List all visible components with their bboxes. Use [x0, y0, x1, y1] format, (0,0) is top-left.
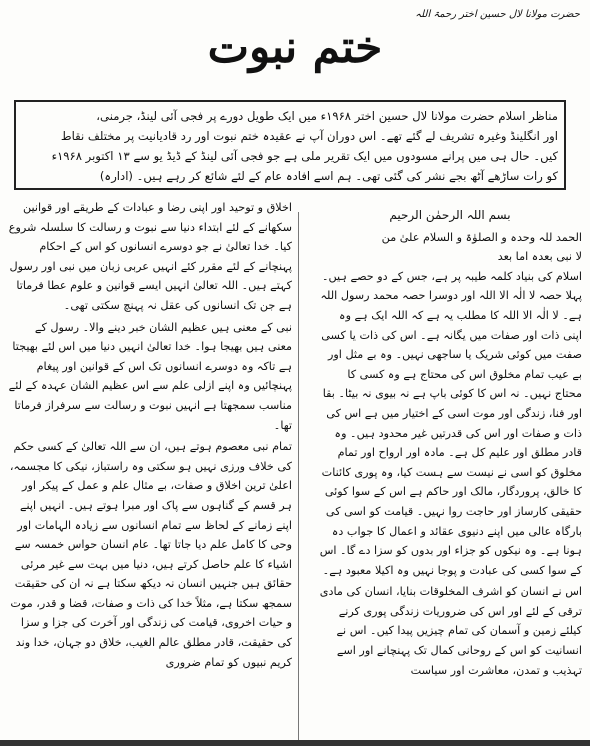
paragraph: تمام نبی معصوم ہوتے ہیں، ان سے اللہ تعالیٰ کے کسی حکم کی خلاف ورزی نہیں ہو سکتی وہ راستباز، نیکی کا مجسمہ، اعلیٰ ترین اخلاق و صفات، بے مثال علم و عمل کے پیکر اور ہر قسم کے گناہوں سے پاک اور مبرا ہوتے ہیں۔ انہیں اپنے اپنے زمانے کے لحاظ سے تمام انسانوں سے زیادہ الہامات اور وحی کا کامل علم دیا جاتا تھا۔ عام انسان حواس خمسہ سے اشیاء کا علم حاصل کرتے ہیں، دنیا میں بہت سے غیر مرئی حقائق ہیں جنہیں انسان نہ دیکھ سکتا ہے نہ ان کی حقیقت سمجھ سکتا ہے، مثلاً خدا کی ذات و صفات، قضا و قدر، موت و حیات اخروی، قیامت کی زندگی اور آخرت کی جزا و سزا کی حقیقت، قادر مطلق عالم الغیب، خلاق دو جہان، خدا وند کریم نبیوں کو تمام ضروری [9, 440, 292, 669]
column-divider [298, 212, 299, 742]
intro-box [14, 100, 566, 190]
paragraph: اسلام کی بنیاد کلمہ طیبہ پر ہے، جس کے دو حصے ہیں۔ پہلا حصہ لا الٰہ الا اللہ اور دوسرا حصہ محمد رسول اللہ ہے۔ لا الٰہ الا اللہ کا مطلب یہ ہے کہ اللہ ایک ہے وہ اپنی ذات اور صفات میں یگانہ ہے۔ اس کی ذات یا کسی صفت میں کوئی شریک یا ساجھی نہیں۔ وہ بے مثل اور بے عیب تمام مخلوق اس کی محتاج ہے وہ کسی کا محتاج نہیں۔ نہ اس کا کوئی باپ ہے نہ بیوی نہ بیٹا۔ بقا اور فنا، زندگی اور موت اسی کے اختیار میں ہے اس کی ذات و صفات اور اس کی قدرتیں غیر محدود ہیں۔ وہ قادر مطلق اور علیم کل ہے۔ مادہ اور ارواح اور تمام مخلوق کو اسی نے نیست سے ہست کیا، وہ پوری کائنات کا خالق، پروردگار، مالک اور حاکم ہے اس کے سوا کوئی حقیقی کارساز اور حاجت روا نہیں۔ قیامت کو اسی کی بارگاہ عالی میں اپنے دنیوی عقائد و اعمال کا جواب دہ ہونا ہے۔ وہ نیکوں کو جزاء اور بدوں کو سزا دے گا۔ اس کے سوا کسی کی عبادت و پوجا نہیں وہ اکیلا معبود ہے۔ [319, 269, 582, 577]
body-columns [8, 198, 582, 744]
right-column [318, 198, 582, 744]
intro-line: مناظر اسلام حضرت مولانا لال حسین اختر ۱۹۶۸ء میں ایک طویل دورے پر فجی آئی لینڈ، جرمنی، [96, 109, 558, 123]
intro-line: اور انگلینڈ وغیرہ تشریف لے گئے تھے۔ اس دوران آپ نے عقیدہ ختم نبوت اور رد قادیانیت پر مختلف نقاط [60, 129, 558, 143]
intro-line: کو رات ساڑھے آٹھ بجے نشر کی گئی تھی۔ ہم اسے افادہ عام کے لئے شائع کر رہے ہیں۔ (ادارہ) [99, 169, 558, 183]
hamd-line: لا نبی بعدہ اما بعد [497, 250, 582, 264]
author-credit: حضرت مولانا لال حسین اختر رحمۃ اللہ [415, 9, 580, 20]
left-column [8, 198, 292, 744]
intro-line: کیں۔ حال ہی میں پرانے مسودوں میں ایک تقریر ملی ہے جو فجی آئی لینڈ کے ڈیڈ یو سے ۱۳ اکتوبر ۱۹۶۸ء [51, 149, 558, 163]
bismillah: بسم اللہ الرحمٰن الرحیم [389, 208, 511, 222]
paragraph: اخلاق و توحید اور اپنی رضا و عبادات کے طریقے اور قوانین سکھانے کے لئے ابتداء دنیا سے نبوت و رسالت کا سلسلہ شروع کیا۔ خدا تعالیٰ نے جو دوسرے انسانوں کو اس کے احکام پہنچانے کے لئے مقرر کئے انہیں عربی زبان میں نبی اور رسول کہتے ہیں۔ اللہ تعالیٰ انہیں ایسے قوانین و علوم عطا فرماتا ہے جن تک انسانوں کی عقل نہ پہنچ سکتی تھی۔ [8, 201, 292, 312]
page-bottom-edge [0, 740, 590, 746]
article-title: ختم نبوت [207, 22, 383, 73]
paragraph: نبی کے معنی ہیں عظیم الشان خبر دینے والا۔ رسول کے معنی ہیں بھیجا ہوا۔ خدا تعالیٰ انہیں دنیا میں اس لئے بھیجتا ہے تاکہ وہ دوسرے انسانوں تک اس کے قوانین اور پیغام پہنچائیں وہ اپنے ازلی علم سے اس عظیم الشان عہدہ کے لئے مناسب سمجھتا ہے انہیں نبوت و رسالت سے سرفراز فرماتا تھا۔ [8, 320, 292, 432]
paragraph: اس نے انسان کو اشرف المخلوقات بنایا، انسان کی مادی ترقی کے لئے اور اس کی ضروریات زندگی پوری کرنے کیلئے زمین و آسمان کی تمام چیزیں پیدا کیں۔ اس نے انسانیت کو اس کے روحانی کمال تک پہنچانے اور اسے تہذیب و تمدن، معاشرت اور سیاست [319, 585, 582, 677]
hamd-line: الحمد للہ وحدہ و الصلوٰۃ و السلام علیٰ من [381, 230, 582, 244]
